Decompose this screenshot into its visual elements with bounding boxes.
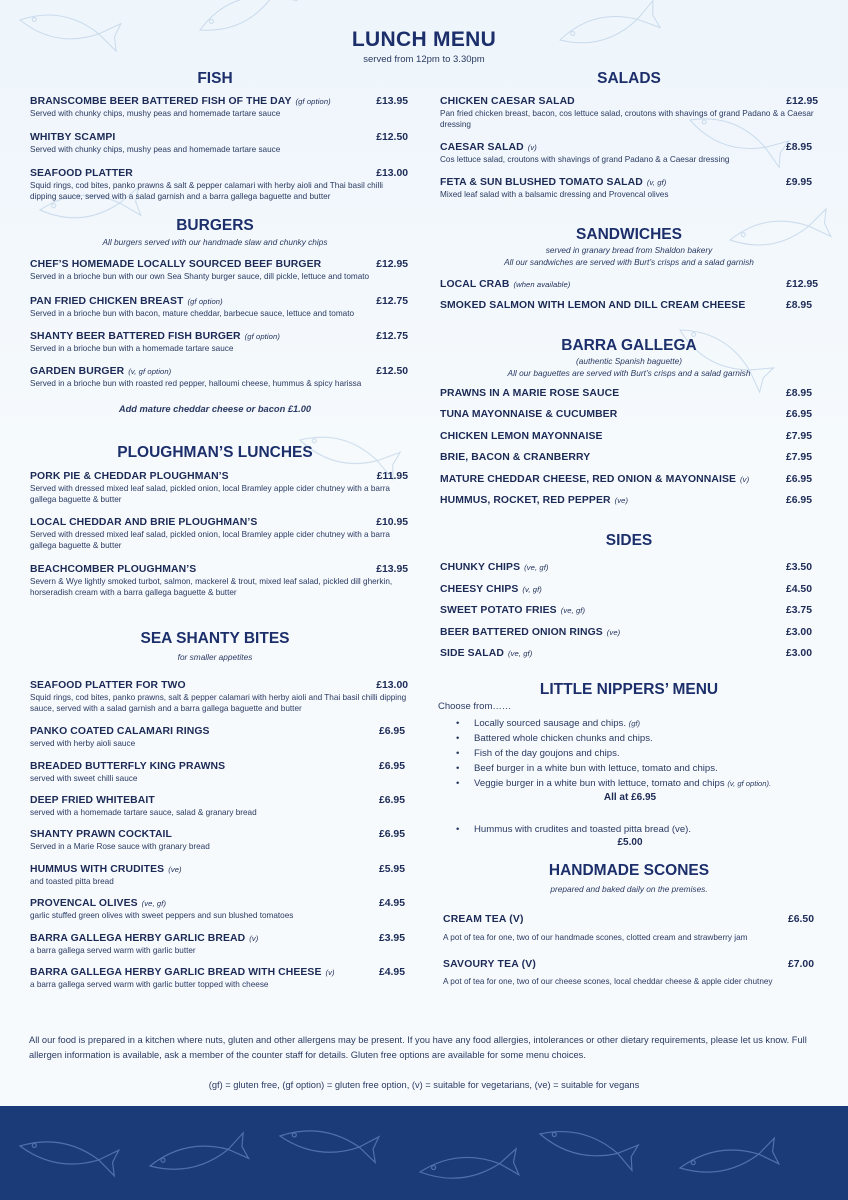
section-heading-barra: BARRA GALLEGA	[561, 337, 697, 354]
nippers-choose-text: Choose from……	[438, 701, 512, 712]
section-heading-fish: FISH	[197, 70, 233, 87]
footer-band	[0, 1106, 848, 1200]
section-note-burgers: All burgers served with our handmade slaw and chunky chips	[102, 237, 328, 247]
list-item: • Locally sourced sausage and chips. (gf)	[456, 716, 836, 731]
section-note-sandwiches-1: served in granary bread from Shaldon bakery	[545, 245, 713, 255]
fish-icon	[147, 1133, 248, 1179]
fish-icon	[18, 1133, 119, 1176]
list-item: • Hummus with crudites and toasted pitta bread (ve).	[456, 822, 836, 837]
section-heading-ploughmans: PLOUGHMAN’S LUNCHES	[117, 444, 313, 461]
section-heading-salads: SALADS	[597, 70, 661, 87]
section-heading-sides: SIDES	[605, 532, 653, 549]
section-note-sandwiches-2: All our sandwiches are served with Burt’s crisps and a salad garnish	[504, 257, 754, 267]
allergen-notice: All our food is prepared in a kitchen where nuts, gluten and other allergens may be present. If you have any food allergies, intolerances or other dietary requirements, please let us know. Full allergen information is available, ask a member of the counter staff for details. Gluten free options are available for some menu choices.	[29, 1035, 807, 1060]
footer-fish-pattern	[0, 1106, 848, 1200]
section-note-barra-2: All our baguettes are served with Burt’s crisps and a salad garnish	[507, 368, 751, 378]
fish-icon	[419, 1149, 519, 1185]
section-note-barra-1: (authentic Spanish baguette)	[575, 356, 683, 366]
menu-item-name: SAVOURY TEA (V)	[443, 959, 537, 970]
section-heading-scones: HANDMADE SCONES	[548, 862, 710, 879]
menu-item-price: £6.50	[787, 914, 814, 925]
page-title: LUNCH MENU	[351, 28, 497, 51]
fish-icon	[278, 1123, 379, 1162]
page-subtitle: served from 12pm to 3.30pm	[363, 54, 485, 65]
burger-addon-note: Add mature cheddar cheese or bacon £1.00	[118, 404, 312, 414]
nippers-extra-price: £5.00	[617, 837, 643, 848]
nippers-extra-list	[456, 822, 836, 837]
nippers-list	[456, 716, 836, 791]
menu-item-desc: A pot of tea for one, two of our handmade scones, clotted cream and strawberry jam	[443, 933, 748, 942]
fish-icon	[537, 1121, 638, 1170]
menu-item-name: CREAM TEA (V)	[443, 914, 524, 925]
section-heading-nippers: LITTLE NIPPERS’ MENU	[539, 681, 719, 698]
list-item: • Beef burger in a white bun with lettuce, tomato and chips.	[456, 761, 836, 776]
section-heading-burgers: BURGERS	[176, 217, 254, 234]
list-item: • Fish of the day goujons and chips.	[456, 746, 836, 761]
section-heading-bites: SEA SHANTY BITES	[140, 630, 290, 647]
list-item: • Veggie burger in a white bun with lettuce, tomato and chips (v, gf option).	[456, 776, 836, 791]
section-note-scones: prepared and baked daily on the premises.	[550, 884, 708, 894]
menu-item-desc: A pot of tea for one, two of our cheese scones, local cheddar cheese & apple cider chutney	[443, 977, 773, 986]
menu-page: LUNCH MENU served from 12pm to 3.30pm FISH BRANSCOMBE BEER BATTERED FISH OF THE DAY (gf option) £13.95 Served with chunky chips, mushy peas and homemade tartare sauce WHITBY SCAMPI £12.50 Served with chunky chips, mushy peas and homemade tartare sauce SEAFOOD PLATTER £13.00 Squid rings, cod bites, panko prawns & salt & pepper calamari with herby aioli and Thai basil chilli dipping sauce, served with a salad garnish and a barra gallega baguette and butter BURGERS All burgers served with our handmade slaw and chunky chips CHEF’S HOMEMADE LOCALLY SOURCED BEEF BURGER £12.95 Served in a brioche bun with our own Sea Shanty burger sauce, dill pickle, lettuce and tomato PAN FRIED CHICKEN BREAST (gf option) £12.75 Served in a brioche bun with bacon, mature cheddar, barbecue sauce, lettuce and tomato SHANTY BEER BATTERED FISH BURGER (gf option) £12.75 Served in a brioche bun with a homemade tartare sauce GARDEN BURGER (v, gf option) £12.50 Served in a brioche bun with roasted red pepper, halloumi cheese, hummus & spicy harissa Add mature cheddar cheese or bacon £1.00 PLOUGHMAN’S LUNCHES PORK PIE & CHEDDAR PLOUGHMAN’S £11.95 Served with dressed mixed leaf salad, pickled onion, local Bramley apple cider chutney with a barra gallega baguette & butter LOCAL CHEDDAR AND BRIE PLOUGHMAN’S £10.95 Served with dressed mixed leaf salad, pickled onion, local Bramley apple cider chutney with a barra gallega baguette & butter BEACHCOMBER PLOUGHMAN’S £13.95 Severn & Wye lightly smoked turbot, salmon, mackerel & trout, mixed leaf salad, pickled dill gherkin, horseradish cream with a barra gallega baguette & butter SEA SHANTY BITES for smaller appetites SEAFOOD PLATTER FOR TWO £13.00 Squid rings, cod bites, panko prawns, salt & pepper calamari with herby aioli and Thai basil chilli dipping sauce, served with a salad garnish and a barra gallega baguette and butter PANKO COATED CALAMARI RINGS £6.95 served with herby aioli sauce BREADED BUTTERFLY KING PRAWNS £6.95 served with sweet chilli sauce DEEP FRIED WHITEBAIT £6.95 served with a homemade tartare sauce, salad & granary bread SHANTY PRAWN COCKTAIL £6.95 Served in a Marie Rose sauce with granary bread HUMMUS WITH CRUDITES (ve) £5.95 and toasted pitta bread PROVENCAL OLIVES (ve, gf) £4.95 garlic stuffed green olives with sweet peppers and sun blushed tomatoes BARRA GALLEGA HERBY GARLIC BREAD (v) £3.95 a barra gallega served warm with garlic butter BARRA GALLEGA HERBY GARLIC BREAD WITH CHEESE (v) £4.95 a barra gallega served warm with garlic butter topped with cheese SALADS CHICKEN CAESAR SALAD £12.95 Pan fried chicken breast, bacon, cos lettuce salad, croutons with shavings of grand Padano & a Caesar dressing CAESAR SALAD (v) £8.95 Cos lettuce salad, croutons with shavings of grand Padano & a Caesar dressing FETA & SUN BLUSHED TOMATO SALAD (v, gf) £9.95 Mixed leaf salad with a balsamic dressing and Provencal olives SANDWICHES served in granary bread from Shaldon bakery All our sandwiches are served with Burt’s crisps and a salad garnish LOCAL CRAB (when available) £12.95 SMOKED SALMON WITH LEMON AND DILL CREAM CHEESE £8.95 BARRA GALLEGA (authentic Spanish baguette) All our baguettes are served with Burt’s crisps and a salad garnish PRAWNS IN A MARIE ROSE SAUCE £8.95 TUNA MAYONNAISE & CUCUMBER £6.95 CHICKEN LEMON MAYONNAISE £7.95 BRIE, BACON & CRANBERRY £7.95 MATURE CHEDDAR CHEESE, RED ONION & MAYONNAISE (v) £6.95 HUMMUS, ROCKET, RED PEPPER (ve) £6.95 SIDES CHUNKY CHIPS (ve, gf) £3.50 CHEESY CHIPS (v, gf) £4.50 SWEET POTATO FRIES (ve, gf) £3.75 BEER BATTERED ONION RINGS (ve) £3.00 SIDE SALAD (ve, gf) £3.00 LITTLE NIPPERS’ MENU Choose from…… • Locally sourced sausage and chips. (gf) • Battered whole chicken chunks and chips. • Fish of the day goujons and chips. • Beef burger in a white bun with lettuce, tomato and chips. • Veggie burger in a white bun with lettuce, tomato and chips (v, gf option). All at £6.95 • Hummus with crudites and toasted pitta bread (ve). £5.00 HANDMADE SCONES prepared and baked daily on the premises. CREAM TEA (V) £6.50 A pot of tea for one, two of our handmade scones, clotted cream and strawberry jam SAVOURY TEA (V) £7.00 A pot of tea for one, two of our cheese scones, local cheddar cheese & apple cider chutney All our food is prepared in a kitchen where nuts, gluten and other allergens may be present. If you have any food allergies, intolerances or other dietary requirements, please let us know. Full allergen information is available, ask a member of the counter staff for details. Gluten free options are available for some menu choices. (gf) = gluten free, (gf option) = gluten free option, (v) = suitable for vegetarians, (ve) = suitable for vegans	[0, 0, 848, 1106]
nippers-price: All at £6.95	[603, 792, 657, 803]
section-heading-sandwiches: SANDWICHES	[576, 226, 682, 243]
fish-icon	[678, 1138, 779, 1181]
section-note-bites: for smaller appetites	[177, 652, 253, 662]
list-item: • Battered whole chicken chunks and chips.	[456, 731, 836, 746]
menu-item-price: £7.00	[787, 959, 814, 970]
dietary-key: (gf) = gluten free, (gf option) = gluten free option, (v) = suitable for vegetarians, (ve) = suitable for vegans	[208, 1080, 640, 1090]
